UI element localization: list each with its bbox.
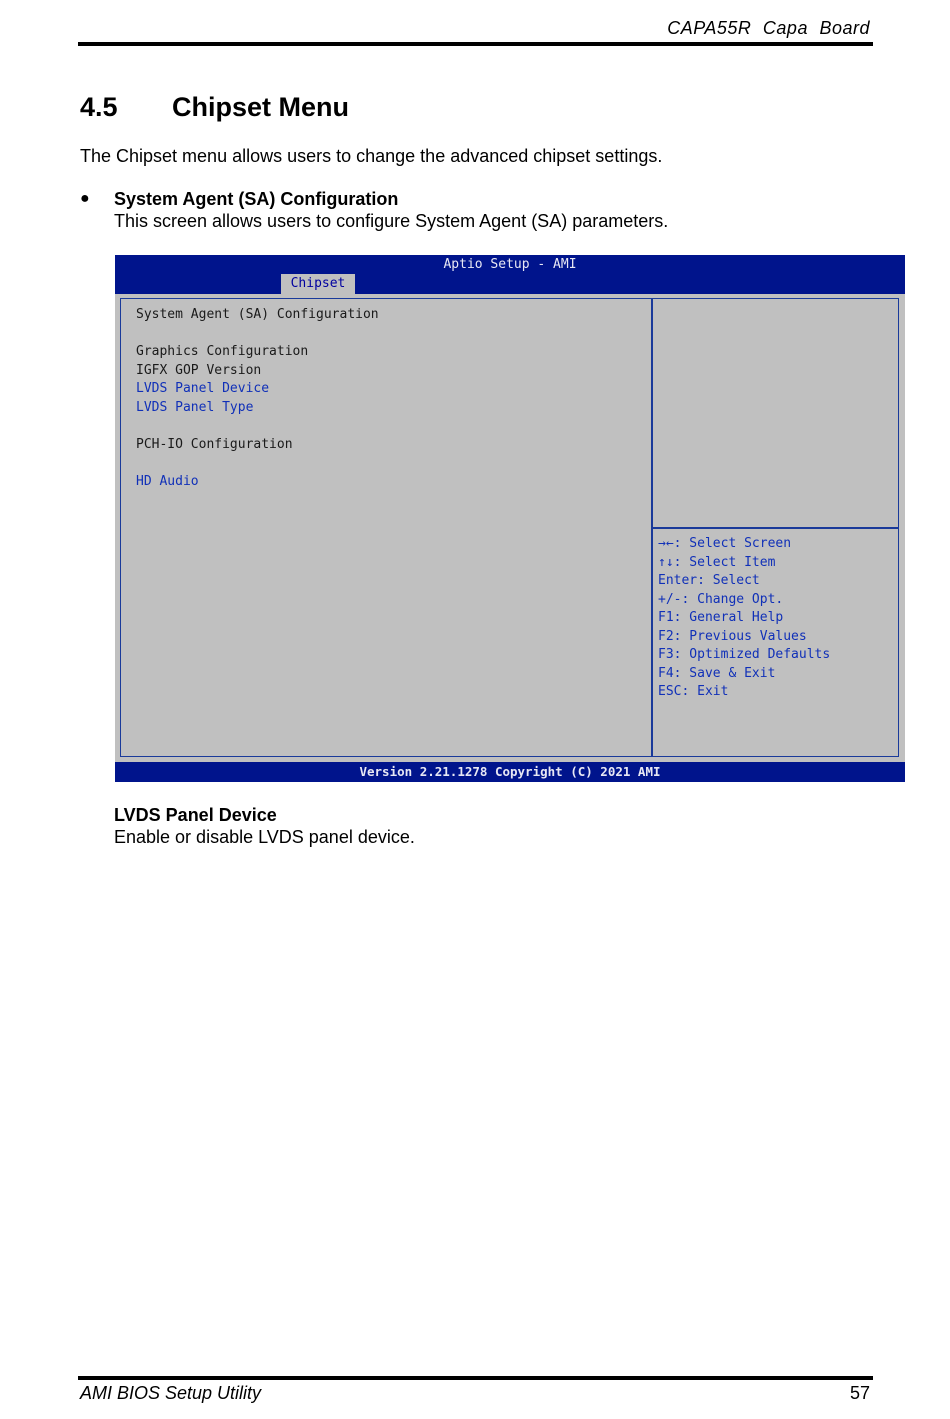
bullet-description: This screen allows users to configure System Agent (SA) parameters. (114, 211, 669, 231)
help-divider (652, 527, 898, 529)
running-header: CAPA55R Capa Board (667, 18, 870, 38)
menu-item-lvds-panel-type[interactable]: LVDS Panel Type (136, 400, 254, 415)
key-hint-enter: Enter: Select (658, 573, 760, 588)
key-hint-esc: ESC: Exit (658, 684, 729, 699)
menu-heading-sa-configuration: System Agent (SA) Configuration (136, 307, 379, 322)
key-hint-f2: F2: Previous Values (658, 629, 807, 644)
bios-title: Aptio Setup - AMI (443, 257, 577, 272)
key-hint-select-screen: →←: Select Screen (658, 536, 792, 551)
bios-status-bar (115, 762, 905, 782)
menu-heading-graphics-configuration: Graphics Configuration (136, 344, 309, 359)
bios-screenshot (115, 255, 905, 782)
key-hint-change-opt: +/-: Change Opt. (658, 592, 784, 607)
section-intro: The Chipset menu allows users to change the advanced chipset settings. (80, 146, 663, 166)
key-hint-f4: F4: Save & Exit (658, 666, 776, 681)
header-rule (78, 42, 873, 46)
menu-item-lvds-panel-device[interactable]: LVDS Panel Device (136, 381, 270, 396)
section-number: 4.5 (80, 92, 118, 122)
page-number: 57 (849, 1383, 870, 1403)
item-title: LVDS Panel Device (114, 805, 277, 825)
tab-chipset[interactable]: Chipset (281, 274, 355, 294)
bullet-icon: ● (80, 190, 90, 207)
key-hint-f3: F3: Optimized Defaults (658, 647, 831, 662)
footer-title: AMI BIOS Setup Utility (80, 1383, 262, 1403)
key-hint-select-item: ↑↓: Select Item (658, 555, 776, 570)
menu-item-igfx-gop-version: IGFX GOP Version (136, 363, 262, 378)
bullet-title: System Agent (SA) Configuration (114, 189, 399, 209)
menu-heading-pch-io-configuration: PCH-IO Configuration (136, 437, 293, 452)
bios-title-bar (115, 255, 905, 294)
item-description: Enable or disable LVDS panel device. (114, 827, 415, 847)
section-title: Chipset Menu (172, 92, 350, 122)
bios-help-panel (651, 298, 899, 757)
bios-version: Version 2.21.1278 Copyright (C) 2021 AMI (359, 764, 661, 779)
bios-main-panel (120, 298, 653, 757)
footer-rule (78, 1376, 873, 1380)
menu-item-hd-audio[interactable]: HD Audio (136, 474, 199, 489)
key-hint-f1: F1: General Help (658, 610, 784, 625)
